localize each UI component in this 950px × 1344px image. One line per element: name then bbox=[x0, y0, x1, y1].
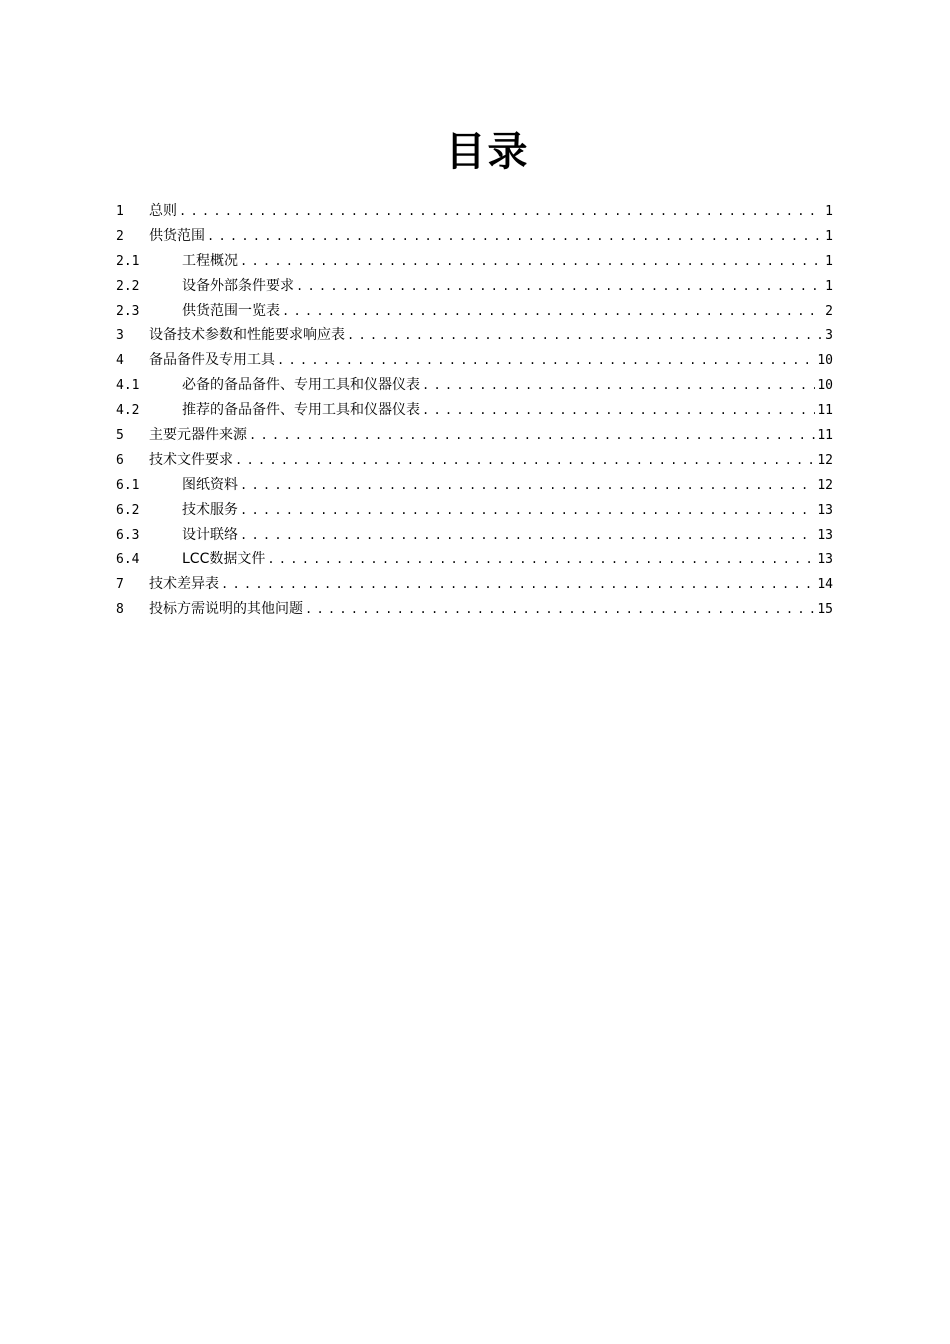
toc-entry-page: 1 bbox=[825, 228, 833, 244]
toc-entry-title: 供货范围一览表 bbox=[182, 302, 280, 319]
toc-entry-number: 6.3 bbox=[116, 527, 140, 543]
toc-entry[interactable] bbox=[116, 274, 833, 299]
toc-entry-number: 2.1 bbox=[116, 253, 140, 269]
toc-entry-title: 技术差异表 bbox=[149, 576, 219, 593]
toc-entry-title: 设备技术参数和性能要求响应表 bbox=[149, 327, 345, 344]
toc-entry-title: 设计联络 bbox=[182, 526, 238, 543]
toc-entry[interactable] bbox=[116, 423, 833, 448]
toc-entry-page: 1 bbox=[825, 253, 833, 269]
toc-entry[interactable] bbox=[116, 249, 833, 274]
toc-entry-number: 6.4 bbox=[116, 552, 140, 568]
toc-entry-number: 2 bbox=[116, 228, 124, 244]
toc-entry[interactable] bbox=[116, 547, 833, 572]
toc-entry-number: 6.1 bbox=[116, 477, 140, 493]
toc-entry-title: 必备的备品备件、专用工具和仪器仪表 bbox=[182, 377, 420, 394]
toc-entry-page: 11 bbox=[817, 403, 833, 419]
toc-entry[interactable] bbox=[116, 398, 833, 423]
toc-leader-dots bbox=[347, 323, 823, 348]
toc-entry-page: 3 bbox=[825, 328, 833, 344]
toc-entry-number: 2.2 bbox=[116, 278, 140, 294]
toc-entry-number: 8 bbox=[116, 602, 124, 618]
toc-entry[interactable] bbox=[116, 224, 833, 249]
toc-leader-dots bbox=[240, 473, 815, 498]
toc-leader-dots bbox=[422, 373, 815, 398]
toc-entry[interactable] bbox=[116, 597, 833, 622]
toc-entry-title: 主要元器件来源 bbox=[149, 427, 247, 444]
toc-entry[interactable] bbox=[116, 323, 833, 348]
toc-leader-dots bbox=[305, 597, 815, 622]
toc-leader-dots bbox=[249, 423, 815, 448]
toc-entry-page: 13 bbox=[817, 552, 833, 568]
toc-leader-dots bbox=[235, 448, 815, 473]
toc-entry-number: 3 bbox=[116, 328, 124, 344]
toc-entry-title: 供货范围 bbox=[149, 227, 205, 244]
toc-leader-dots bbox=[277, 348, 815, 373]
toc-entry-title: 图纸资料 bbox=[182, 476, 238, 493]
toc-leader-dots bbox=[179, 199, 823, 224]
toc-entry-number: 2.3 bbox=[116, 303, 140, 319]
toc-leader-dots bbox=[296, 274, 823, 299]
toc-entry-number: 1 bbox=[116, 204, 124, 219]
toc-leader-dots bbox=[422, 398, 815, 423]
toc-entry-title: 设备外部条件要求 bbox=[182, 277, 294, 294]
toc-entry-number: 7 bbox=[116, 577, 124, 593]
toc-entry-title: 技术服务 bbox=[182, 501, 238, 518]
toc-leader-dots bbox=[282, 299, 823, 324]
toc-entry-number: 4.1 bbox=[116, 378, 140, 394]
toc-leader-dots bbox=[240, 523, 815, 548]
toc-entry-title: LCC数据文件 bbox=[182, 551, 266, 568]
toc-entry-page: 1 bbox=[825, 278, 833, 294]
toc-entry[interactable] bbox=[116, 523, 833, 548]
toc-entry-number: 5 bbox=[116, 428, 124, 444]
toc-entry-title: 投标方需说明的其他问题 bbox=[149, 601, 303, 618]
toc-entry[interactable] bbox=[116, 572, 833, 597]
toc-entry[interactable] bbox=[116, 348, 833, 373]
toc-entry-page: 10 bbox=[817, 378, 833, 394]
toc-entry-page: 13 bbox=[817, 502, 833, 518]
toc-entry-page: 13 bbox=[817, 527, 833, 543]
toc-leader-dots bbox=[267, 547, 815, 572]
toc-entry-page: 1 bbox=[825, 204, 833, 219]
toc-entry-number: 6 bbox=[116, 452, 124, 468]
toc-entry-number: 4.2 bbox=[116, 403, 140, 419]
toc-leader-dots bbox=[240, 498, 815, 523]
toc-entry[interactable] bbox=[116, 373, 833, 398]
toc-entry[interactable] bbox=[116, 498, 833, 523]
toc-leader-dots bbox=[207, 224, 823, 249]
toc-entry[interactable] bbox=[116, 473, 833, 498]
toc-entry-title: 备品备件及专用工具 bbox=[149, 352, 275, 369]
toc-entry-page: 15 bbox=[817, 602, 833, 618]
toc-entry-page: 12 bbox=[817, 452, 833, 468]
toc-entry-title: 推荐的备品备件、专用工具和仪器仪表 bbox=[182, 402, 420, 419]
toc-title: 目录 bbox=[445, 129, 530, 175]
toc-entry-page: 2 bbox=[825, 303, 833, 319]
toc-entry-page: 12 bbox=[817, 477, 833, 493]
toc-entry[interactable] bbox=[116, 199, 833, 224]
toc-entry-number: 4 bbox=[116, 353, 124, 369]
toc-entry-number: 6.2 bbox=[116, 502, 140, 518]
toc-list bbox=[116, 199, 833, 622]
toc-leader-dots bbox=[240, 249, 823, 274]
toc-leader-dots bbox=[221, 572, 815, 597]
toc-entry-page: 11 bbox=[817, 428, 833, 444]
toc-entry[interactable] bbox=[116, 299, 833, 324]
toc-entry-page: 14 bbox=[817, 577, 833, 593]
toc-entry-title: 总则 bbox=[149, 203, 177, 219]
toc-entry-page: 10 bbox=[817, 353, 833, 369]
toc-entry-title: 工程概况 bbox=[182, 252, 238, 269]
toc-entry[interactable] bbox=[116, 448, 833, 473]
toc-entry-title: 技术文件要求 bbox=[149, 451, 233, 468]
